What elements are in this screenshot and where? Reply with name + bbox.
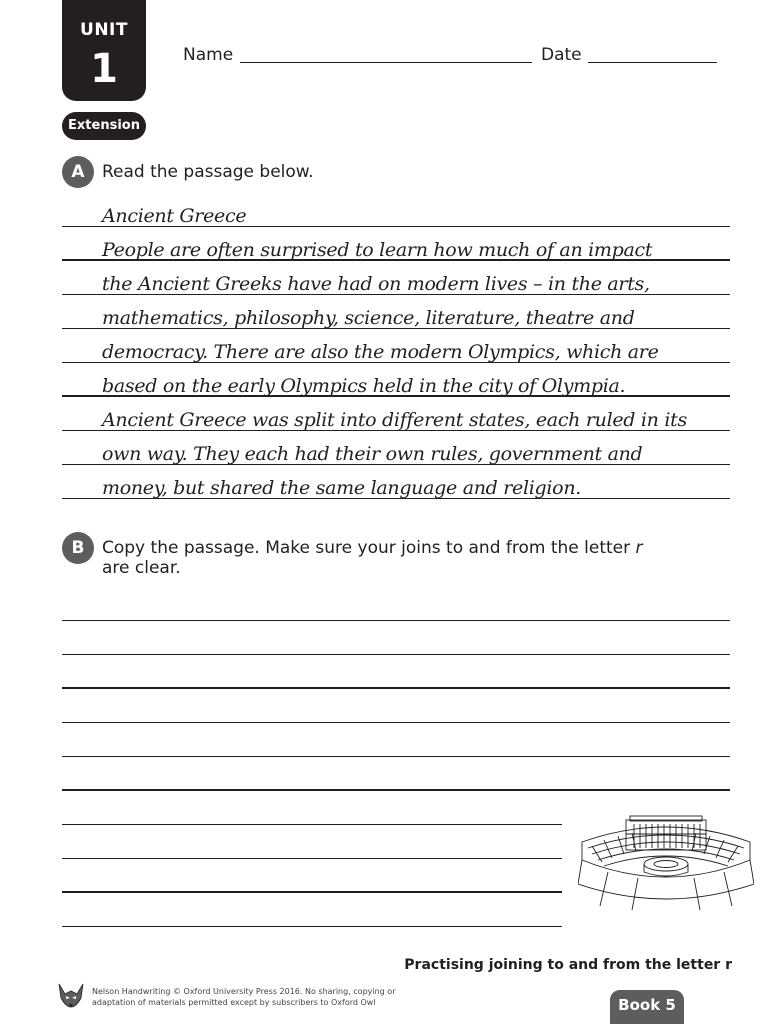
passage-rule <box>62 294 730 295</box>
passage-rule <box>62 226 730 227</box>
date-label: Date <box>541 45 582 65</box>
passage-rule <box>62 395 730 397</box>
writing-line[interactable] <box>62 926 562 927</box>
passage-rule <box>62 259 730 261</box>
fox-logo-icon <box>56 982 86 1016</box>
passage-rule <box>62 430 730 431</box>
passage-line: Ancient Greece was split into different states, each ruled in its <box>102 409 687 431</box>
extension-badge: Extension <box>62 112 146 140</box>
section-b-instruction <box>102 538 702 578</box>
writing-line[interactable] <box>62 620 730 621</box>
writing-line[interactable] <box>62 789 730 791</box>
writing-line[interactable] <box>62 824 562 825</box>
writing-line[interactable] <box>62 858 562 859</box>
name-field-line[interactable] <box>240 62 532 63</box>
ancient-theatre-illustration <box>578 814 754 910</box>
unit-number: 1 <box>90 46 118 92</box>
writing-line[interactable] <box>62 722 730 723</box>
passage-rule <box>62 464 730 465</box>
passage-line: own way. They each had their own rules, government and <box>102 443 643 465</box>
copyright-notice: Nelson Handwriting © Oxford University Press 2016. No sharing, copying or adaptation of materials permitted except by subscribers to Oxford Owl <box>92 987 396 1007</box>
passage-line: Ancient Greece <box>102 205 247 227</box>
unit-tab <box>62 0 146 101</box>
passage-rule <box>62 328 730 329</box>
section-b-marker: B <box>62 532 94 564</box>
writing-line[interactable] <box>62 687 730 689</box>
passage-line: mathematics, philosophy, science, literature, theatre and <box>102 307 635 329</box>
book-badge: Book 5 <box>610 990 684 1024</box>
passage-line: democracy. There are also the modern Olympics, which are <box>102 341 659 363</box>
passage-rule <box>62 498 730 499</box>
footer-title: Practising joining to and from the letter r <box>404 957 732 973</box>
passage-line: the Ancient Greeks have had on modern lives – in the arts, <box>102 273 650 295</box>
writing-line[interactable] <box>62 891 562 893</box>
writing-line[interactable] <box>62 756 730 757</box>
section-a-instruction: Read the passage below. <box>102 162 314 182</box>
section-b-letter: r <box>635 538 643 558</box>
section-a-marker: A <box>62 156 94 188</box>
passage-line: People are often surprised to learn how much of an impact <box>102 239 653 261</box>
unit-label: UNIT <box>80 20 128 40</box>
writing-line[interactable] <box>62 654 730 655</box>
passage-line: based on the early Olympics held in the city of Olympia. <box>102 375 626 397</box>
section-b-instruction-text: Copy the passage. Make sure your joins to and from the letter <box>102 538 631 558</box>
passage-rule <box>62 362 730 363</box>
section-b-instruction-text-2: are clear. <box>102 558 181 578</box>
name-label: Name <box>183 45 234 65</box>
date-field-line[interactable] <box>588 62 717 63</box>
passage-line: money, but shared the same language and religion. <box>102 477 581 499</box>
